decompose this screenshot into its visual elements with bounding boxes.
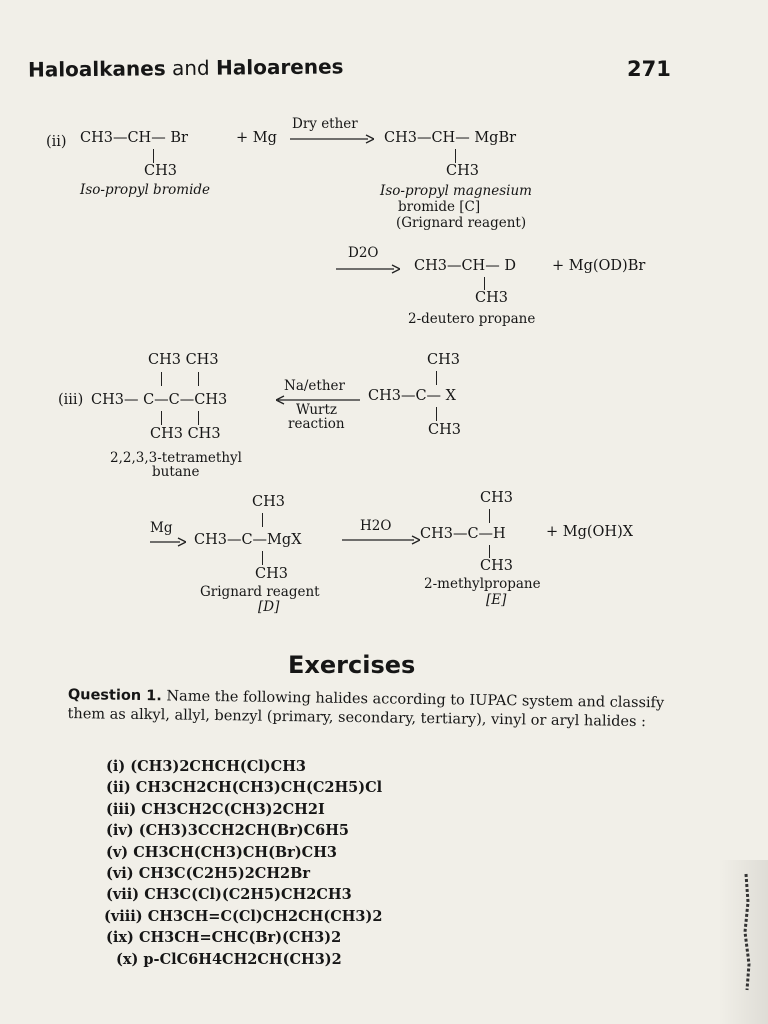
halide-item	[106, 929, 341, 946]
halide-item-formula: CH3C(C2H5)2CH2Br	[138, 865, 311, 882]
bond-line	[262, 551, 263, 565]
mg-reagent: Mg	[150, 520, 173, 536]
halide-bottom-methyl: CH3	[428, 422, 461, 438]
bond-line	[161, 372, 162, 386]
tm-top-methyls: CH3 CH3	[148, 352, 219, 368]
halide-item	[104, 908, 382, 925]
rxn-ii-label: (ii)	[46, 134, 67, 150]
title-part-b: Haloarenes	[215, 54, 344, 80]
bond-line	[262, 513, 263, 527]
page-number: 271	[627, 57, 671, 81]
tm-name-2: butane	[152, 464, 200, 480]
question-text: Name the following halides according to IUPAC system and classify them as alkyl, allyl, benzyl (primary, secondary, tertiary), vinyl or aryl halides :	[67, 688, 665, 731]
product-bottom-methyl: CH3	[480, 558, 513, 574]
tm-bottom-methyls: CH3 CH3	[150, 426, 221, 442]
title-part-and: and	[171, 55, 210, 81]
halide-item-number: (v)	[106, 843, 134, 861]
halide-item-number: (x)	[116, 950, 144, 968]
halide-item-formula: CH3CH2CH(CH3)CH(C2H5)Cl	[135, 779, 383, 797]
rxn-iii-label: (iii)	[58, 392, 84, 408]
product-top-methyl: CH3	[480, 490, 513, 506]
halide-item	[116, 951, 342, 968]
halide-item	[106, 865, 310, 882]
rxn-ii-product-sub: CH3	[446, 163, 479, 179]
wurtz-label-1: Wurtz	[296, 402, 338, 418]
halide-main: CH3—C— X	[368, 388, 456, 404]
halide-item-formula: (CH3)2CHCH(Cl)CH3	[130, 758, 307, 775]
question-label: Question 1.	[67, 686, 162, 705]
rxn-ii-condition: Dry ether	[292, 116, 358, 132]
reaction-arrow	[336, 264, 400, 274]
halide-item	[106, 779, 382, 796]
bond-line	[489, 509, 490, 523]
rxn-ii-step2-name: 2-deutero propane	[408, 311, 536, 327]
rxn-ii-step2-byproduct: + Mg(OD)Br	[552, 258, 646, 274]
halide-item	[106, 801, 325, 818]
rxn-ii-product-name-2: bromide [C]	[398, 199, 481, 215]
bond-line	[436, 371, 437, 385]
halide-item-number: (viii)	[104, 907, 148, 925]
halide-item	[106, 822, 349, 839]
rxn-ii-reactant-sub: CH3	[144, 163, 177, 179]
grignard-name: Grignard reagent	[200, 584, 320, 600]
bond-line	[455, 149, 456, 163]
water-reagent: H2O	[360, 518, 392, 534]
grignard-bottom-methyl: CH3	[255, 566, 288, 582]
bond-line	[484, 277, 485, 290]
tm-main-chain: CH3— C—C—CH3	[91, 392, 228, 408]
product-label: [E]	[486, 592, 507, 608]
bond-line	[153, 149, 154, 163]
halide-item-number: (vii)	[106, 886, 145, 904]
halide-item-formula: CH3C(Cl)(C2H5)CH2CH3	[144, 886, 352, 904]
halide-item	[106, 844, 337, 861]
title-part-a: Haloalkanes	[27, 56, 166, 82]
halide-item-number: (iii)	[106, 800, 142, 818]
halide-item-formula: CH3CH(CH3)CH(Br)CH3	[133, 843, 338, 861]
halide-item	[106, 758, 306, 775]
rxn-ii-reactant: CH3—CH— Br	[80, 130, 188, 146]
bond-line	[436, 407, 437, 421]
rxn-ii-plus-mg: + Mg	[236, 130, 277, 146]
halide-item-formula: p-ClC6H4CH2CH(CH3)2	[143, 950, 342, 968]
rxn-ii-product-name-1: Iso-propyl magnesium	[380, 183, 532, 199]
wurtz-label-2: reaction	[288, 416, 345, 432]
product-byproduct: + Mg(OH)X	[546, 524, 634, 540]
halide-item-number: (iv)	[106, 822, 139, 840]
halide-item-formula: CH3CH=CHC(Br)(CH3)2	[138, 929, 342, 947]
halide-item-formula: CH3CH=C(Cl)CH2CH(CH3)2	[147, 907, 383, 925]
reaction-arrow	[290, 134, 374, 144]
rxn-ii-product-name-3: (Grignard reagent)	[396, 215, 527, 231]
halide-item-number: (i)	[106, 758, 131, 775]
grignard-label: [D]	[258, 599, 280, 615]
question-1	[67, 686, 687, 733]
halide-top-methyl: CH3	[427, 352, 460, 368]
exercises-heading: Exercises	[288, 651, 416, 679]
halide-item-number: (ii)	[106, 779, 136, 797]
reaction-arrow	[150, 537, 186, 547]
tm-name-1: 2,2,3,3-tetramethyl	[110, 450, 242, 466]
product-name: 2-methylpropane	[424, 576, 541, 592]
halide-item	[106, 886, 352, 903]
reaction-arrow	[342, 535, 420, 545]
halide-item-number: (ix)	[106, 929, 139, 947]
chapter-title	[28, 54, 344, 81]
bond-line	[198, 411, 199, 425]
grignard-top-methyl: CH3	[252, 494, 285, 510]
grignard-main: CH3—C—MgX	[194, 532, 302, 548]
rxn-ii-step2-sub: CH3	[475, 290, 508, 306]
halide-item-formula: CH3CH2C(CH3)2CH2I	[141, 800, 325, 818]
bond-line	[161, 411, 162, 425]
bond-line	[489, 545, 490, 558]
binding-edge-mark	[736, 872, 760, 992]
bond-line	[198, 372, 199, 386]
rxn-ii-reactant-name: Iso-propyl bromide	[80, 182, 211, 198]
halide-item-formula: (CH3)3CCH2CH(Br)C6H5	[138, 822, 349, 840]
product-main: CH3—C—H	[420, 526, 506, 542]
wurtz-reagent: Na/ether	[284, 378, 345, 394]
halide-item-number: (vi)	[106, 865, 139, 882]
rxn-ii-step2-product: CH3—CH— D	[414, 258, 516, 274]
rxn-ii-product: CH3—CH— MgBr	[384, 130, 517, 146]
rxn-ii-step2-reagent: D2O	[348, 245, 379, 261]
